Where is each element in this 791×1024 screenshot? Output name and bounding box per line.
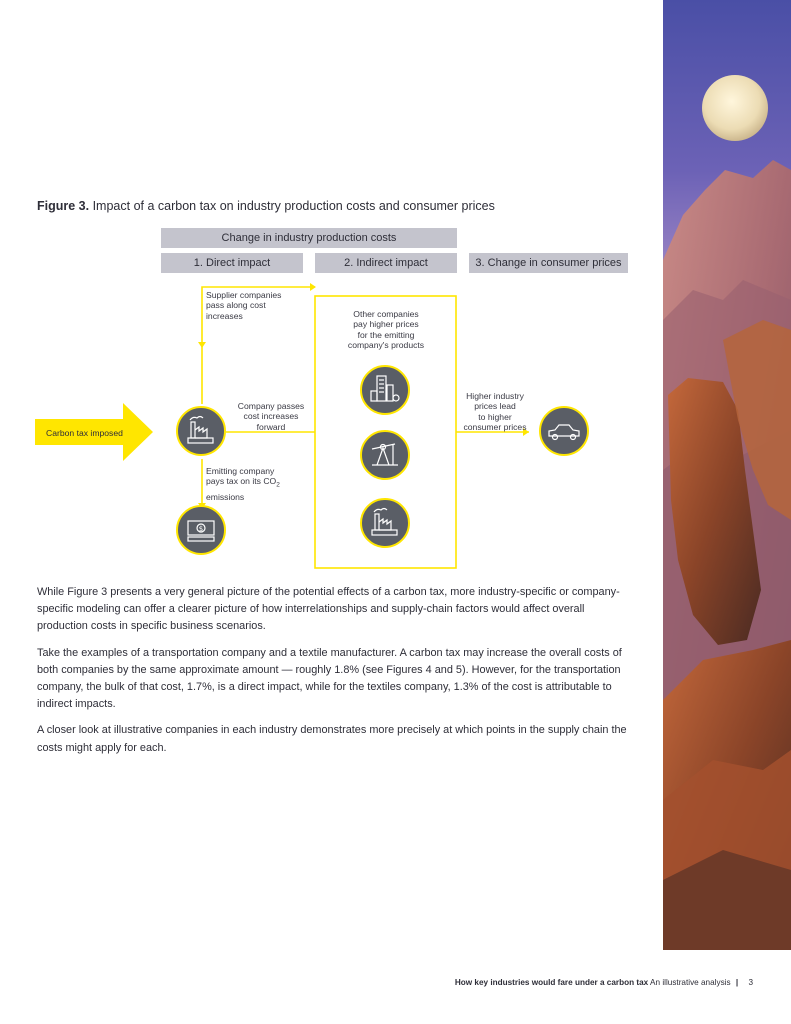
figure-title-text: Impact of a carbon tax on industry production costs and consumer prices [92, 199, 495, 213]
header-direct-impact: 1. Direct impact [161, 253, 303, 273]
figure-label: Figure 3. [37, 199, 90, 213]
oil-pump-icon [360, 430, 410, 480]
paragraph-2: Take the examples of a transportation company and a textile manufacturer. A carbon tax may increase the overall costs of both companies by the same approximate amount — roughly 1.8% (see Figures 4 and 5). However, for the transportation company, the bulk of that cost, 1.7%, is a direct impact, while for the textiles company, 1.3% of the cost is attributable to indirect impacts. [37, 646, 622, 711]
paragraph-3: A closer look at illustrative companies in each industry demonstrates more precisely at which points in the supply chain the costs might apply for each. [37, 724, 627, 754]
paragraph-1: While Figure 3 presents a very general picture of the potential effects of a carbon tax, more industry-specific or company-specific modeling can offer a clearer picture of how interrelationships and supply-chain factors would affect overall production costs in specific business scenarios. [37, 586, 620, 633]
footer-title: How key industries would fare under a carbon tax [454, 978, 649, 987]
footer-subtitle: An illustrative analysis [650, 978, 731, 987]
company-passes-text: Company passes cost increases forward [237, 401, 305, 432]
supplier-text: Supplier companies pass along cost increases [206, 290, 282, 321]
carbon-tax-label: Carbon tax imposed [46, 428, 123, 438]
page-number: 3 [748, 978, 753, 987]
body-paragraphs [37, 584, 627, 757]
car-icon [539, 406, 589, 456]
header-indirect-impact: 2. Indirect impact [315, 253, 457, 273]
higher-prices-text: Higher industry prices lead to higher consumer prices [463, 391, 527, 433]
factory-icon-2 [360, 498, 410, 548]
other-companies-text: Other companies pay higher prices for the emitting company's products [347, 309, 425, 351]
footer-separator: | [735, 978, 739, 987]
emitting-text: Emitting company pays tax on its $CO_2$ emissions [206, 466, 280, 502]
svg-text:$: $ [198, 525, 204, 533]
header-consumer-prices: 3. Change in consumer prices [469, 253, 628, 273]
page-footer [455, 978, 753, 987]
buildings-icon [360, 365, 410, 415]
header-production-costs: Change in industry production costs [161, 228, 457, 248]
money-icon [176, 505, 226, 555]
factory-icon [176, 406, 226, 456]
